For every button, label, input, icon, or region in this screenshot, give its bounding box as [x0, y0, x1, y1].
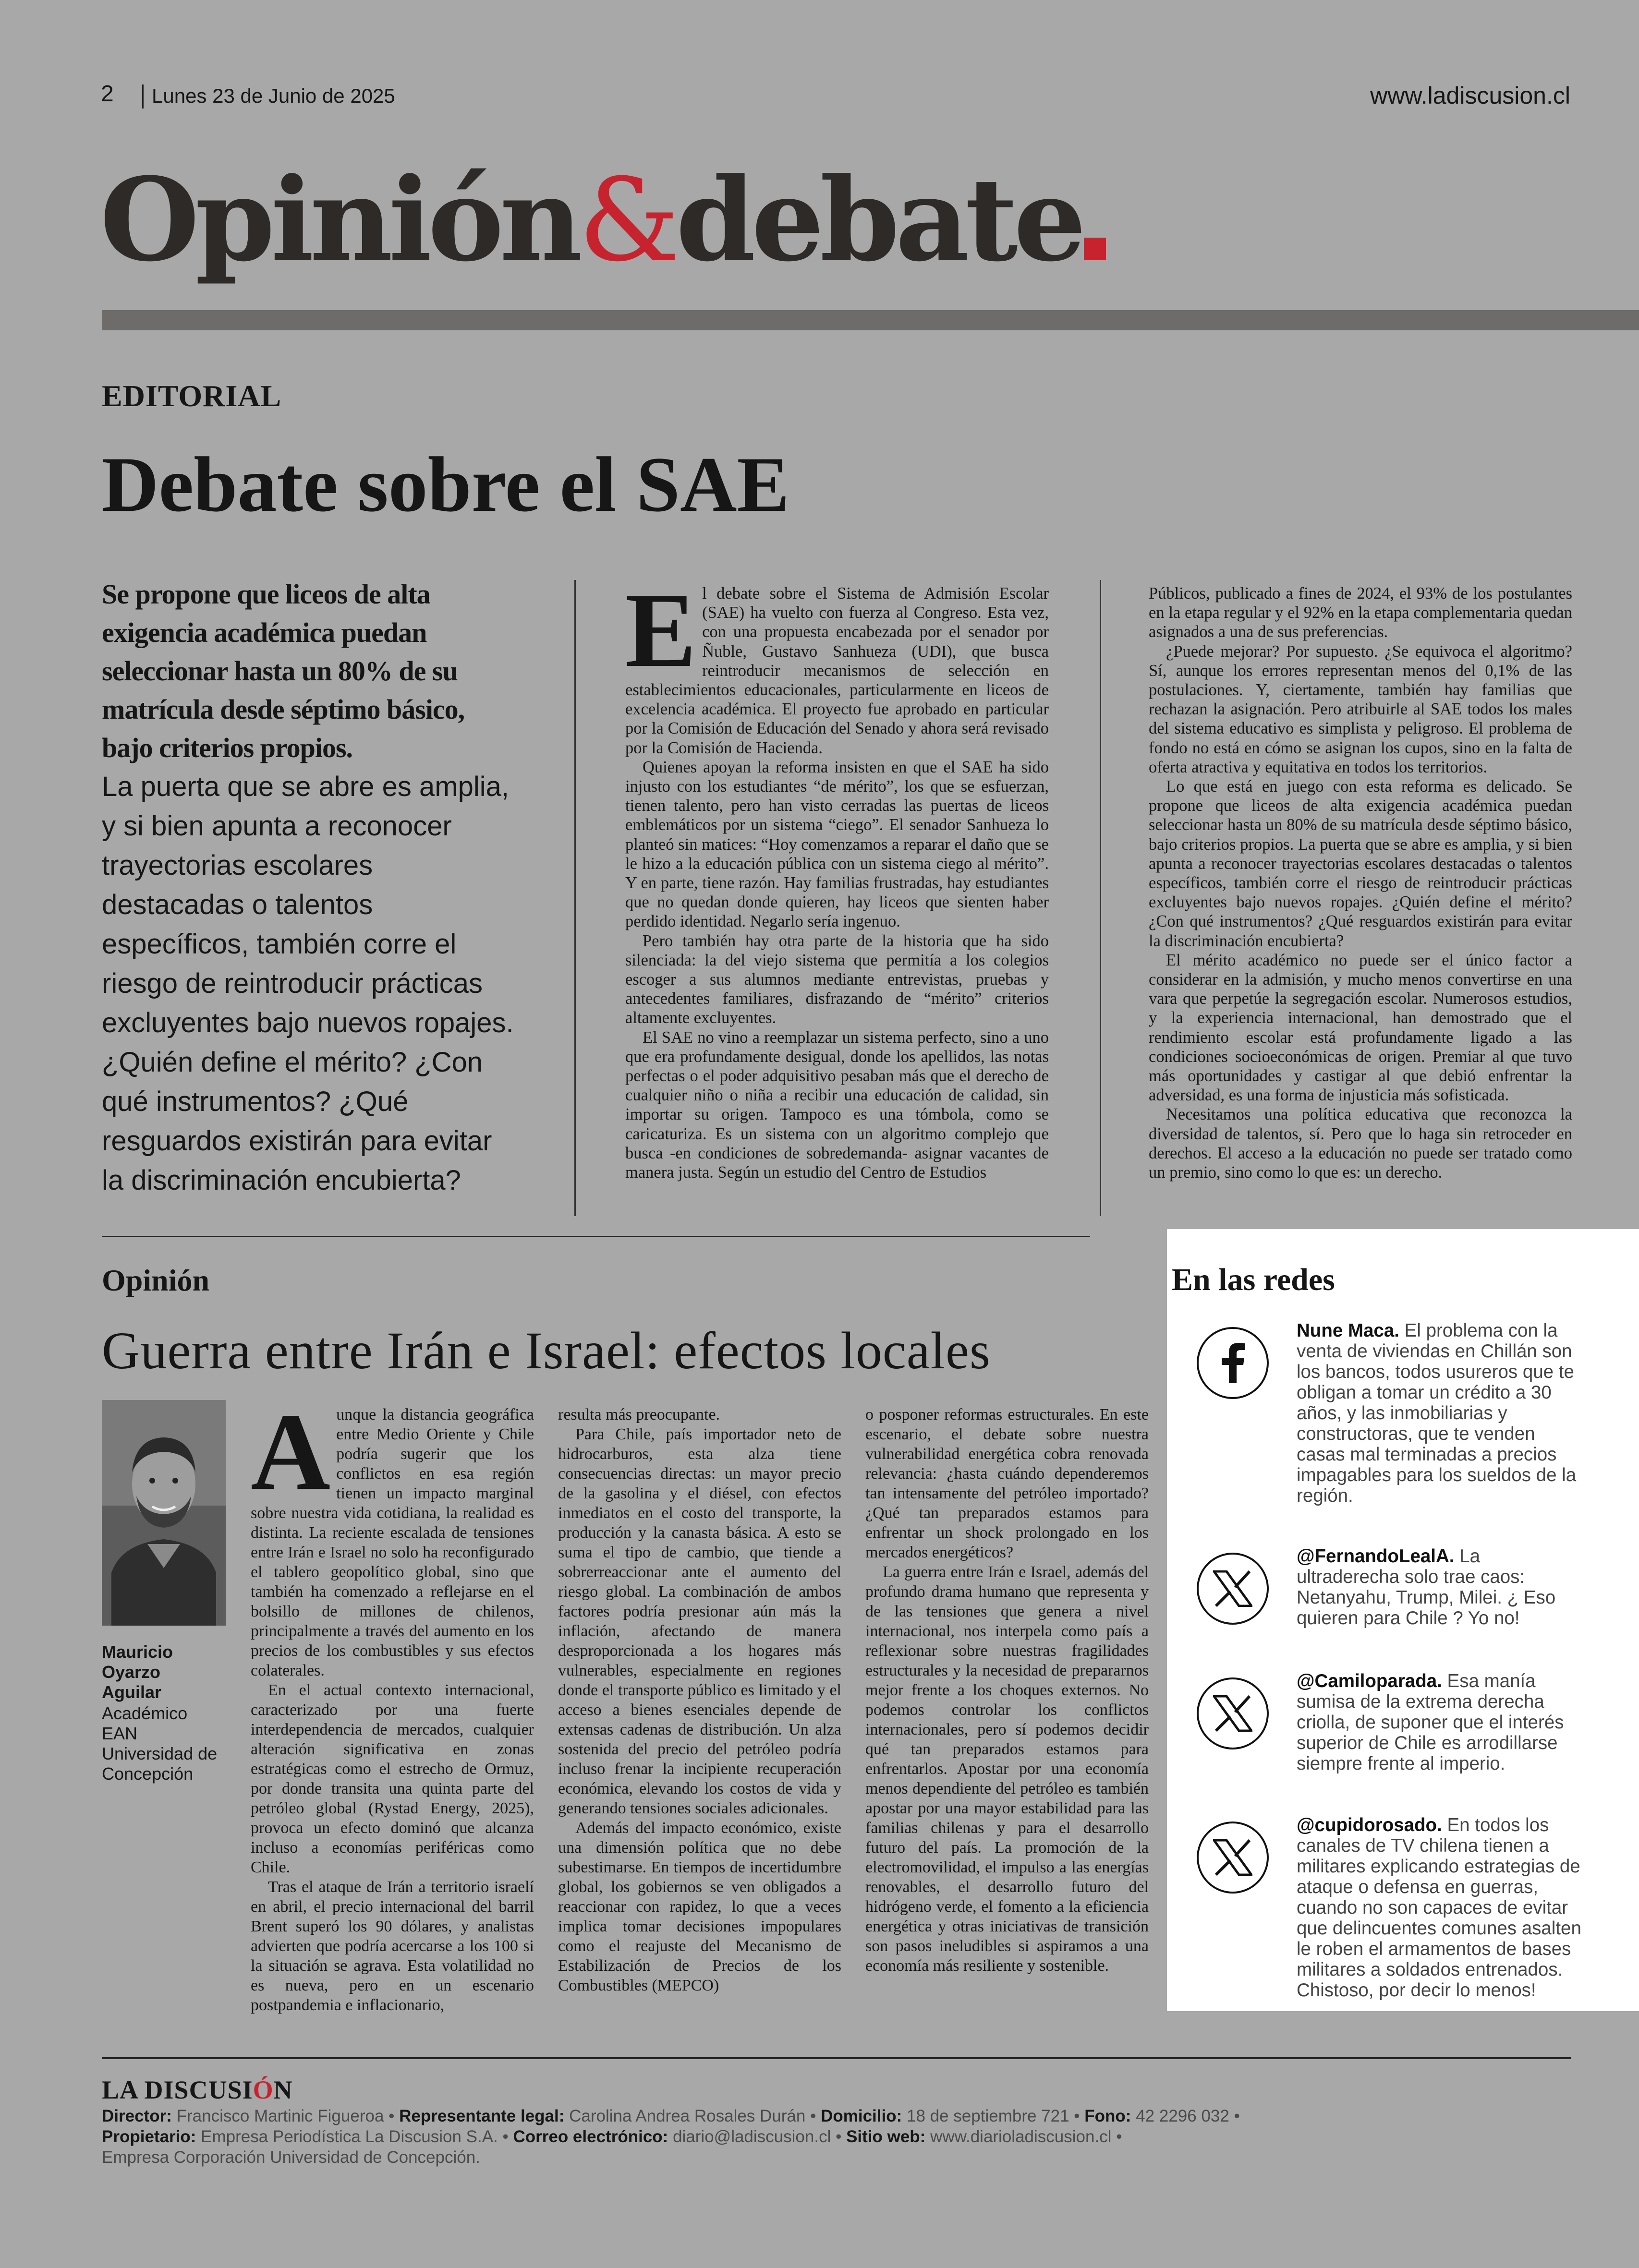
opinion-kicker: Opinión — [102, 1263, 210, 1297]
social-post-text — [1297, 1671, 1585, 1774]
author-role: Académico EAN Universidad de Concepción — [102, 1703, 218, 1784]
author-photo — [102, 1400, 226, 1626]
x-icon — [1197, 1553, 1269, 1625]
opinion-paragraph: Para Chile, país importador neto de hidrocarburos, esta alza tiene consecuencias directas: un mayor precio de la gasolina y el diésel, con efectos inmediatos en el costo del transporte, la producción y la canasta básica. A esto se suma el tipo de cambio, que tiende a sobrerreaccionar ante el aumento del riesgo global. La combinación de ambos factores podría presionar aún más la inflación, afectando de manera desproporcionada a los hogares más vulnerables, especialmente en regiones donde el transporte público es limitado y el acceso a bienes esenciales depende de extensas cadenas de distribución. Un alza sostenida del precio del petróleo podría incluso frenar la incipiente recuperación económica, elevando los costos de vida y generando tensiones sociales adicionales. — [558, 1425, 841, 1817]
social-post-body: En todos los canales de TV chilena tienen a militares explicando estrategias de ataque o defensa en guerras, cuando no son capaces de evitar que delincuentes comunes asalten le roben el armamentos de bases militares a soldados entrenados. Chistoso, por decir lo menos! — [1297, 1815, 1581, 2001]
logo-accent-letter: Ó — [253, 2075, 274, 2104]
editorial-lead — [102, 575, 515, 1200]
opinion-paragraph: Tras el ataque de Irán a territorio israelí en abril, el precio internacional del barril Brent superó los 90 dólares, y analistas advierten que podría acercarse a los 100 si la situación se agrava. Esta volatilidad no es nueva, pero en un escenario postpandemia e inflacionario, — [251, 1878, 534, 2014]
logo-text-end: N — [273, 2075, 293, 2104]
imprint-email[interactable]: diario@ladiscusion.cl — [673, 2127, 831, 2146]
opinion-paragraph: Además del impacto económico, existe una dimensión política que no debe subestimarse. En tiempos de incertidumbre global, los gobiernos se ven obligados a reaccionar con rapidez, lo que a veces implica tomar decisiones impopulares como el reajuste del Mecanismo de Estabilización de Precios de los Combustibles (MEPCO) — [558, 1819, 841, 1994]
editorial-kicker: EDITORIAL — [102, 379, 282, 413]
editorial-dropcap: E — [625, 571, 697, 689]
imprint-line: Director: Francisco Martinic Figueroa • Representante legal: Carolina Andrea Rosales Durán • Domicilio: 18 de septiembre 721 • Fono: 42 2296 032 • — [102, 2107, 1240, 2125]
imprint-label: Propietario: — [102, 2127, 196, 2146]
editorial-paragraph: El mérito académico no puede ser el único factor a considerar en la admisión, y mucho menos convertirse en una vara que perpetúe la segregación escolar. Numerosos estudios, y la experiencia internacional, han demostrado que el rendimiento escolar está profundamente ligado a las condiciones socioeconómicas de origen. Premiar al que tuvo más oportunidades y castigar al que debió enfrentar la adversidad, es una forma de injusticia más sofisticada. — [1149, 951, 1572, 1105]
opinion-column-2 — [558, 1405, 841, 1995]
imprint-line: Propietario: Empresa Periodística La Discusion S.A. • Correo electrónico: diario@ladiscusion.cl • Sitio web: www.diarioladiscusion.cl • — [102, 2127, 1122, 2146]
imprint-line — [102, 2147, 1566, 2168]
editorial-paragraph: El SAE no vino a reemplazar un sistema perfecto, sino a uno que era profundamente desigual, donde los apellidos, las notas perfectas o el poder adquisitivo pesaban más que el derecho de cualquier niño o niña a recibir una educación de calidad, sin importar su origen. Tampoco es una tómbola, como se caricaturiza. Es un sistema con un algoritmo complejo que busca -en condiciones de sobredemanda- asignar vacantes de manera justa. Según un estudio del Centro de Estudios — [625, 1028, 1049, 1182]
author-name: Mauricio Oyarzo Aguilar — [102, 1642, 173, 1702]
imprint-address: 18 de septiembre 721 — [907, 2107, 1069, 2125]
social-post-text — [1297, 1320, 1585, 1506]
editorial-lead-body: La puerta que se abre es amplia, y si bien apunta a reconocer trayectorias escolares destacadas o talentos específicos, también corre el riesgo de reintroducir prácticas excluyentes bajo nuevos ropajes. ¿Quién define el mérito? ¿Con qué instrumentos? ¿Qué resguardos existirán para evitar la discriminación encubierta? — [102, 771, 514, 1196]
imprint-owner: Empresa Periodística La Discusion S.A. — [201, 2127, 498, 2146]
social-panel-title: En las redes — [1172, 1262, 1335, 1297]
editorial-paragraph: Necesitamos una política educativa que reconozca la diversidad de talentos, sí. Pero que lo haga sin retroceder en derechos. El acceso a la educación no puede ser tratado como un premio, sino como lo que es: un derecho. — [1149, 1105, 1572, 1182]
column-divider — [574, 580, 576, 1216]
opinion-paragraph: La guerra entre Irán e Israel, además del profundo drama humano que representa y de las tensiones que genera a nivel internacional, nos interpela como país a reflexionar sobre nuestras fragilidades estructurales y la necesidad de prepararnos mejor frente a los choques externos. No podemos controlar los conflictos internacionales, pero sí podemos decidir qué tan preparados estamos para enfrentarlos. Apostar por una economía menos dependiente del petróleo es también apostar por una mayor estabilidad para las familias chilenas y para el desarrollo futuro del país. La promoción de la electromovilidad, el impulso a las energías renovables, el desarrollo futuro del hidrógeno verde, el fomento a la eficiencia energética y otras iniciativas de transición son pasos ineludibles si aspiramos a una economía más resiliente y sostenible. — [865, 1563, 1149, 1975]
section-title-main: Opinión — [100, 153, 579, 287]
imprint-director: Francisco Martinic Figueroa — [176, 2107, 384, 2125]
facebook-icon — [1197, 1327, 1269, 1399]
imprint-label: Correo electrónico: — [513, 2127, 668, 2146]
editorial-headline: Debate sobre el SAE — [102, 441, 789, 528]
imprint — [102, 2106, 1566, 2168]
section-divider — [102, 1236, 1090, 1237]
social-post-body: Esa manía sumisa de la extrema derecha criolla, de suponer que el interés superior de Chile es arrodillarse siempre frente al imperio. — [1297, 1671, 1564, 1774]
social-post-text — [1297, 1815, 1585, 2001]
section-title-ampersand: & — [578, 154, 676, 287]
imprint-legal-rep: Carolina Andrea Rosales Durán — [569, 2107, 806, 2125]
page-number: 2 — [101, 81, 114, 107]
opinion-paragraph: resulta más preocupante. — [558, 1406, 720, 1424]
editorial-paragraph: Lo que está en juego con esta reforma es delicado. Se propone que liceos de alta exigencia académica puedan seleccionar hasta un 80% de su matrícula desde séptimo básico, bajo criterios propios. La puerta que se abre es amplia, y si bien apunta a reconocer trayectorias escolares destacadas o talentos específicos, también corre el riesgo de reintroducir prácticas excluyentes bajo nuevos ropajes. ¿Quién define el mérito? ¿Con qué instrumentos? ¿Qué resguardos existirán para evitar la discriminación encubierta? — [1149, 777, 1572, 950]
editorial-paragraph: l debate sobre el Sistema de Admisión Escolar (SAE) ha vuelto con fuerza al Congreso. Esta vez, con una propuesta encabezada por el senador por Ñuble, Gustavo Sanhueza (UDI), que busca reintroducir mecanismos de selección en establecimientos educacionales, particularmente en liceos de excelencia académica. El proyecto fue aprobado en particular por la Comisión de Educación del Senado y ahora será revisado por la Comisión de Hacienda. — [625, 584, 1049, 757]
footer-rule — [102, 2057, 1571, 2059]
imprint-phone: 42 2296 032 — [1136, 2107, 1229, 2125]
imprint-website[interactable]: www.diarioladiscusion.cl — [930, 2127, 1112, 2146]
social-post-body: La ultraderecha solo trae caos: Netanyahu, Trump, Milei. ¿ Eso quieren para Chile ? Yo no! — [1297, 1546, 1556, 1629]
opinion-headline: Guerra entre Irán e Israel: efectos locales — [102, 1321, 991, 1380]
logo-text-start: LA DISCUSI — [102, 2075, 253, 2104]
issue-date: Lunes 23 de Junio de 2025 — [152, 84, 395, 107]
section-title-end: debate — [676, 153, 1082, 287]
header-rule — [102, 310, 1639, 330]
opinion-paragraph: unque la distancia geográfica entre Medio Oriente y Chile podría sugerir que los conflictos en esa región tienen un impacto marginal sobre nuestra vida cotidiana, la realidad es distinta. La reciente escalada de tensiones entre Irán e Israel no solo ha reconfigurado el tablero geopolítico global, sino que también ha comenzado a reflejarse en el bolsillo de millones de chilenos, principalmente a través del aumento en los precios de los combustibles y sus efectos colaterales. — [251, 1406, 534, 1679]
imprint-label: Sitio web: — [846, 2127, 926, 2146]
opinion-column-3 — [865, 1405, 1149, 1976]
imprint-label: Domicilio: — [821, 2107, 902, 2125]
section-title-dot — [1084, 238, 1106, 260]
imprint-label: Representante legal: — [399, 2107, 565, 2125]
social-post-text — [1297, 1546, 1585, 1629]
social-post-handle: Nune Maca. — [1297, 1320, 1399, 1341]
editorial-paragraph: Pero también hay otra parte de la historia que ha sido silenciada: la del viejo sistema que permitía a los colegios escoger a sus alumnos mediante entrevistas, pruebas y antecedentes familiares, disfrazando de “mérito” criterios altamente excluyentes. — [625, 931, 1049, 1027]
imprint-label: Director: — [102, 2107, 172, 2125]
website-link[interactable]: www.ladiscusion.cl — [1370, 82, 1570, 109]
editorial-lead-highlight: Se propone que liceos de alta exigencia académica puedan seleccionar hasta un 80% de su matrícula desde séptimo básico, bajo criterios propios. — [102, 579, 465, 763]
editorial-paragraph: Públicos, publicado a fines de 2024, el 93% de los postulantes en la etapa regular y el 92% en la etapa complementaria quedan asignados a una de sus preferencias. — [1149, 584, 1572, 641]
x-icon — [1197, 1822, 1269, 1894]
opinion-paragraph: o posponer reformas estructurales. En este escenario, el debate sobre nuestra vulnerabilidad energética cobra renovada relevancia: ¿hasta cuándo dependeremos tan intensamente del petróleo importado? ¿Qué tan preparados estamos para enfrentar un shock prolongado en los mercados energéticos? — [865, 1406, 1149, 1561]
section-title — [100, 153, 1106, 287]
newspaper-logo — [102, 2075, 293, 2105]
editorial-paragraph: Quienes apoyan la reforma insisten en que el SAE ha sido injusto con los estudiantes “de mérito”, los que se esfuerzan, tienen talento, pero han visto cerradas las puertas de liceos emblemáticos por un sistema “ciego”. El senador Sanhueza lo planteó sin matices: “Hoy comenzamos a reparar el daño que se le hizo a la educación pública con un sistema ciego al mérito”. Y en parte, tiene razón. Hay familias frustradas, hay estudiantes que no quedan donde quieren, hay liceos que sienten haber perdido identidad. Negarlo sería ingenuo. — [625, 758, 1049, 931]
social-post-handle: @FernandoLealA. — [1297, 1546, 1455, 1567]
opinion-column-1 — [251, 1390, 534, 2015]
editorial-column-2 — [1149, 584, 1572, 1182]
opinion-dropcap: A — [251, 1390, 331, 1513]
editorial-column-1 — [625, 571, 1049, 1182]
opinion-paragraph: En el actual contexto internacional, caracterizado por una fuerte interdependencia de mercados, cualquier alteración significativa en zonas estratégicas como el estrecho de Ormuz, por donde transita una quinta parte del petróleo global (Rystad Energy, 2025), provoca un efecto dominó que alcanza incluso a economías periféricas como Chile. — [251, 1681, 534, 1876]
folio-divider — [142, 84, 144, 109]
imprint-label: Fono: — [1084, 2107, 1131, 2125]
x-icon — [1197, 1677, 1269, 1749]
social-post-handle: @Camiloparada. — [1297, 1671, 1442, 1691]
column-divider — [1100, 580, 1101, 1216]
editorial-paragraph: ¿Puede mejorar? Por supuesto. ¿Se equivoca el algoritmo? Sí, aunque los errores representan menos del 0,1% de las postulaciones. Y, ciertamente, también hay familias que rechazan la asignación. Pero atribuirle al SAE todos los males del sistema educativo es simplista y peligroso. El problema de fondo no está en cómo se asignan los cupos, sino en la falta de oferta atractiva y equitativa en todos los territorios. — [1149, 642, 1572, 776]
social-post-body: El problema con la venta de viviendas en Chillán son los bancos, todos usureros que te obligan a tomar un crédito a 30 años, y las inmobiliarias y constructoras, que te venden casas mal terminadas a precios impagables para los sueldos de la región. — [1297, 1320, 1577, 1506]
imprint-corporation: Empresa Corporación Universidad de Concepción. — [102, 2148, 480, 2167]
social-post-handle: @cupidorosado. — [1297, 1815, 1442, 1835]
